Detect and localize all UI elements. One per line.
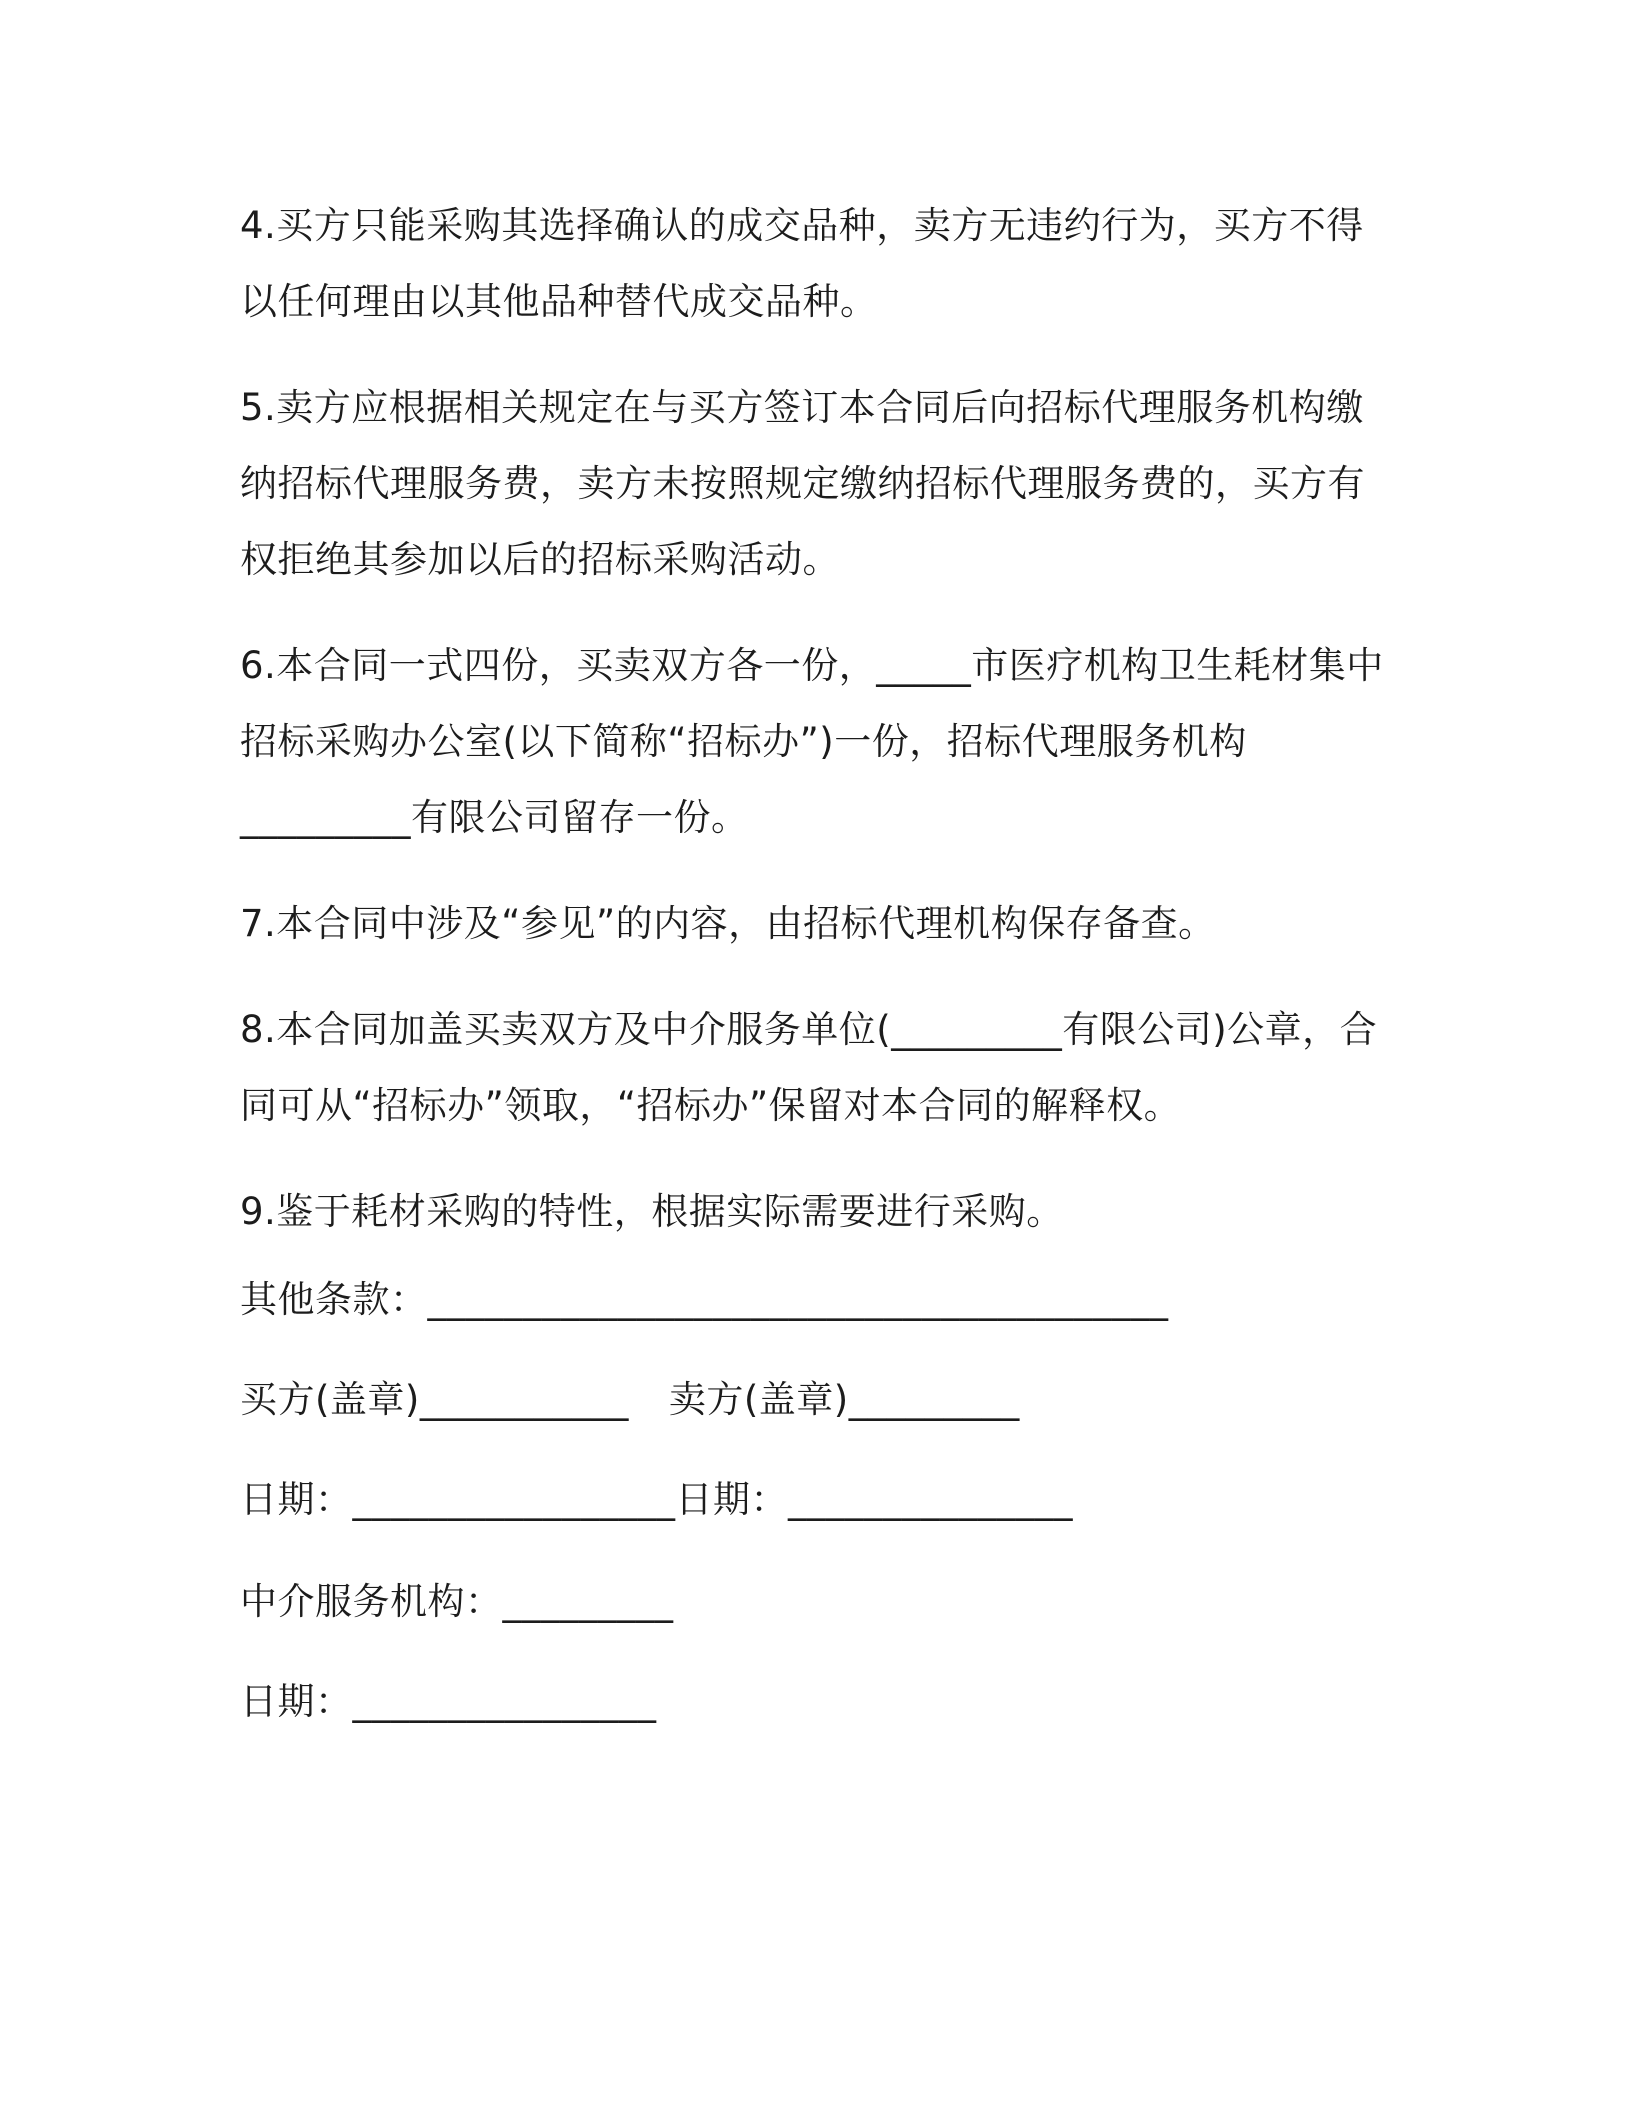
agency-date-field: 日期：________________ [240, 1680, 657, 1723]
clause-4 [240, 188, 1400, 340]
party-date-row: 日期：_________________日期：_______________ [240, 1478, 1073, 1521]
seal-row [240, 1370, 1020, 1430]
clause-line: 以任何理由以其他品种替代成交品种。 [240, 280, 878, 323]
clause-line: 纳招标代理服务费，卖方未按照规定缴纳招标代理服务费的，买方有 [240, 462, 1365, 505]
other-terms-line: 其他条款：_______________________________________ [240, 1278, 1169, 1321]
clause-line: 招标采购办公室(以下简称“招标办”)一份，招标代理服务机构 [240, 720, 1247, 763]
seller-seal-field: 卖方(盖章)_________ [668, 1378, 1020, 1421]
clause-line: 同可从“招标办”领取，“招标办”保留对本合同的解释权。 [240, 1084, 1182, 1127]
clause-line: 8.本合同加盖买卖双方及中介服务单位(_________有限公司)公章，合 [240, 1008, 1378, 1051]
clause-9 [240, 1174, 1400, 1250]
clause-line: _________有限公司留存一份。 [240, 796, 749, 839]
clause-line: 权拒绝其参加以后的招标采购活动。 [240, 538, 840, 581]
agency-field: 中介服务机构：_________ [240, 1580, 674, 1623]
clause-line: 6.本合同一式四份，买卖双方各一份，_____市医疗机构卫生耗材集中 [240, 644, 1384, 687]
clause-line: 5.卖方应根据相关规定在与买方签订本合同后向招标代理服务机构缴 [240, 386, 1364, 429]
buyer-seal-field: 买方(盖章)___________ [240, 1378, 629, 1421]
clause-line: 4.买方只能采购其选择确认的成交品种，卖方无违约行为，买方不得 [240, 204, 1364, 247]
clause-5 [240, 370, 1400, 598]
clause-7 [240, 886, 1400, 962]
clause-line: 9.鉴于耗材采购的特性，根据实际需要进行采购。 [240, 1190, 1064, 1233]
clause-6 [240, 628, 1400, 856]
clause-line: 7.本合同中涉及“参见”的内容，由招标代理机构保存备查。 [240, 902, 1216, 945]
clause-8 [240, 992, 1400, 1144]
contract-clauses [240, 188, 1400, 1280]
